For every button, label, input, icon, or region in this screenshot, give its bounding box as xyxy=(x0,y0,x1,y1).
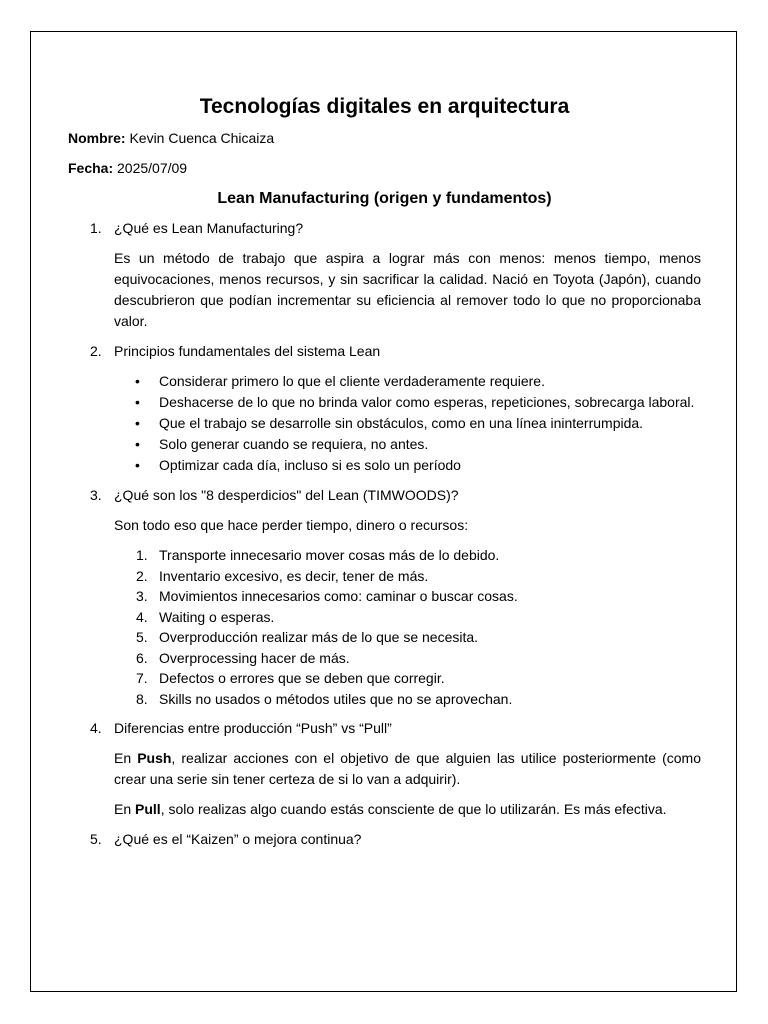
answer-4-push: En Push, realizar acciones con el objetivo de que alguien las utilice posteriormente (como crear una serie sin tener certeza de si lo van a adquirir). xyxy=(114,750,701,787)
question-number: 5. xyxy=(90,831,102,847)
name-line xyxy=(68,128,701,149)
date-value: 2025/07/09 xyxy=(113,160,188,176)
principles-list xyxy=(68,371,701,476)
section-title: Lean Manufacturing (origen y fundamentos) xyxy=(217,190,552,207)
wastes-list xyxy=(68,545,701,709)
push-term: Push xyxy=(137,750,172,766)
bullet-icon: • xyxy=(135,415,140,431)
question-number: 1. xyxy=(90,220,102,236)
bullet-icon: • xyxy=(135,394,140,410)
question-text: ¿Qué es Lean Manufacturing? xyxy=(114,220,304,236)
list-item: 2. Inventario excesivo, es decir, tener de más. xyxy=(136,567,429,584)
name-label: Nombre: xyxy=(68,130,126,146)
list-item: • Solo generar cuando se requiera, no antes. xyxy=(68,434,701,455)
answer-4-pull: En Pull, solo realizas algo cuando estás consciente de que lo utilizarán. Es más efectiva. xyxy=(114,801,667,817)
question-2 xyxy=(68,341,701,362)
question-text: ¿Qué es el “Kaizen” o mejora continua? xyxy=(114,831,362,847)
document-title: Tecnologías digitales en arquitectura xyxy=(199,95,570,118)
question-text: ¿Qué son los "8 desperdicios" del Lean (TIMWOODS)? xyxy=(114,487,459,503)
question-text: Diferencias entre producción “Push” vs “Pull” xyxy=(114,720,392,736)
question-1 xyxy=(68,218,701,239)
question-5 xyxy=(68,829,701,850)
list-item: 3. Movimientos innecesarios como: caminar o buscar cosas. xyxy=(136,588,518,604)
bullet-icon: • xyxy=(135,457,140,473)
question-3 xyxy=(68,485,701,506)
list-item: 7. Defectos o errores que se deben que corregir. xyxy=(136,670,445,686)
document-content xyxy=(68,94,701,859)
bullet-icon: • xyxy=(135,373,140,389)
list-item: 6. Overprocessing hacer de más. xyxy=(136,649,350,666)
question-text: Principios fundamentales del sistema Lean xyxy=(114,343,381,359)
bullet-icon: • xyxy=(135,436,140,452)
list-item: 5. Overproducción realizar más de lo que se necesita. xyxy=(136,629,479,645)
question-number: 2. xyxy=(90,343,102,359)
list-item: • Considerar primero lo que el cliente verdaderamente requiere. xyxy=(68,371,701,392)
date-label: Fecha: xyxy=(68,160,114,176)
pull-term: Pull xyxy=(135,801,161,817)
list-item: • Que el trabajo se desarrolle sin obstáculos, como en una línea ininterrumpida. xyxy=(68,413,701,434)
list-item: 4. Waiting o esperas. xyxy=(136,608,275,625)
document-page xyxy=(30,31,737,992)
list-item: 8. Skills no usados o métodos utiles que no se aprovechan. xyxy=(136,690,513,707)
question-4 xyxy=(68,718,701,739)
question-number: 4. xyxy=(90,720,102,736)
question-number: 3. xyxy=(90,487,102,503)
list-item: • Optimizar cada día, incluso si es solo un período xyxy=(68,455,701,476)
list-item: 1. Transporte innecesario mover cosas más de lo debido. xyxy=(136,547,500,563)
date-line xyxy=(68,158,701,179)
answer-3-intro: Son todo eso que hace perder tiempo, dinero o recursos: xyxy=(114,517,469,533)
list-item: • Deshacerse de lo que no brinda valor como esperas, repeticiones, sobrecarga laboral. xyxy=(68,392,701,413)
answer-1: Es un método de trabajo que aspira a lograr más con menos: menos tiempo, menos equivocaciones, menos recursos, y sin sacrificar la calidad. Nació en Toyota (Japón), cuando descubrieron que podían incrementar su eficiencia al remover todo lo que no proporcionaba valor. xyxy=(114,250,701,329)
name-value: Kevin Cuenca Chicaiza xyxy=(125,130,275,146)
